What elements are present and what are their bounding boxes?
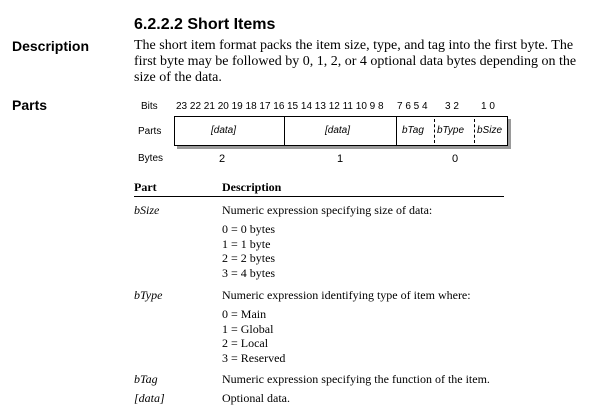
description-text: The short item format packs the item size, type, and tag into the first byte. The first byte may be followed by 0, 1, 2, or 4 optional data bytes depending on the size of the data. bbox=[134, 38, 577, 85]
value-list-item: 3 = 4 bytes bbox=[222, 266, 276, 281]
field-btag: bTag bbox=[402, 125, 424, 136]
byte-number: 1 bbox=[337, 153, 344, 165]
table-header-rule bbox=[134, 196, 504, 197]
section-title: 6.2.2.2 Short Items bbox=[134, 16, 276, 33]
field-btype: bType bbox=[437, 125, 465, 136]
parts-label: Parts bbox=[12, 97, 48, 113]
value-list-item: 3 = Reserved bbox=[222, 351, 286, 366]
bits-group-byte1: 15 14 13 12 11 10 9 8 bbox=[287, 101, 384, 112]
bits-group-size: 1 0 bbox=[481, 101, 495, 112]
byte-number: 0 bbox=[452, 153, 459, 165]
value-list-item: 2 = Local bbox=[222, 336, 269, 351]
bit-field-diagram bbox=[174, 116, 508, 146]
description-label: Description bbox=[12, 38, 90, 54]
bits-group-byte2: 23 22 21 20 19 18 17 16 bbox=[176, 101, 285, 112]
value-list-item: 1 = Global bbox=[222, 321, 274, 336]
parts-row-label: Parts bbox=[138, 126, 162, 137]
part-description: Optional data. bbox=[222, 391, 290, 405]
byte-divider bbox=[396, 117, 397, 145]
table-header-description: Description bbox=[222, 180, 282, 194]
part-description: Numeric expression specifying the function of the item. bbox=[222, 372, 490, 386]
field-divider bbox=[434, 119, 435, 143]
value-list-item: 2 = 2 bytes bbox=[222, 251, 276, 266]
part-name: bSize bbox=[134, 203, 160, 217]
part-name: bType bbox=[134, 288, 163, 302]
bytes-row-label: Bytes bbox=[138, 153, 164, 164]
bits-group-type: 3 2 bbox=[445, 101, 459, 112]
part-name: bTag bbox=[134, 372, 158, 386]
part-name: [data] bbox=[134, 391, 165, 405]
field-bsize: bSize bbox=[477, 125, 503, 136]
byte-number: 2 bbox=[219, 153, 226, 165]
table-header-part: Part bbox=[134, 180, 157, 194]
field-data-byte2: [data] bbox=[211, 125, 237, 136]
bits-row-label: Bits bbox=[141, 101, 158, 112]
value-list-item: 0 = Main bbox=[222, 307, 267, 321]
field-divider bbox=[474, 119, 475, 143]
field-data-byte1: [data] bbox=[325, 125, 351, 136]
part-description: Numeric expression specifying size of data: bbox=[222, 203, 433, 217]
bits-group-tag: 7 6 5 4 bbox=[397, 101, 428, 112]
part-description: Numeric expression identifying type of item where: bbox=[222, 288, 471, 302]
value-list-item: 1 = 1 byte bbox=[222, 236, 271, 251]
byte-divider bbox=[284, 117, 285, 145]
value-list-item: 0 = 0 bytes bbox=[222, 222, 276, 236]
